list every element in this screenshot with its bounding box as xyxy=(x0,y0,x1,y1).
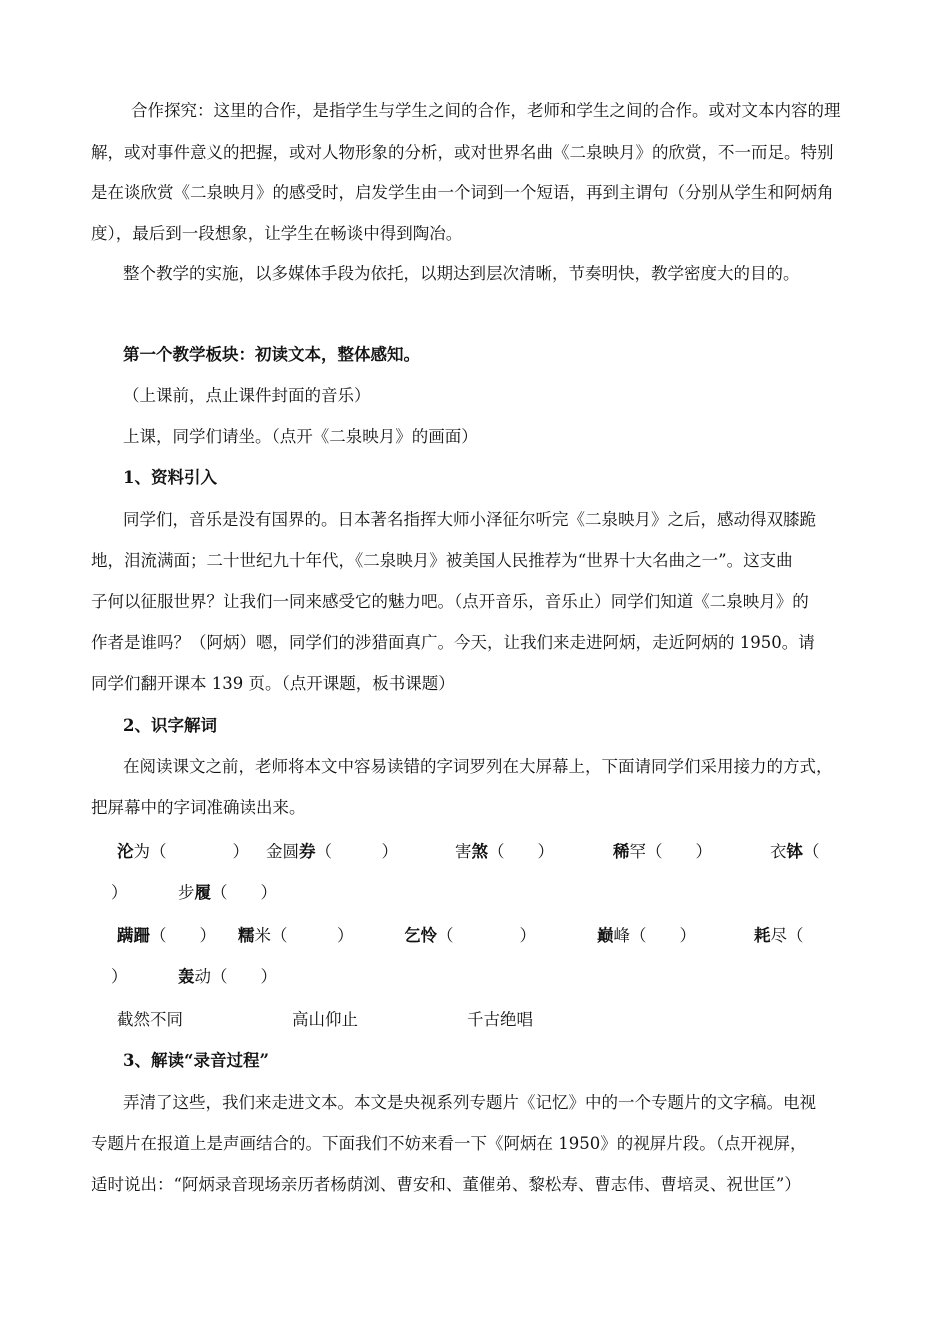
intro-line-1: 合作探究：这里的合作，是指学生与学生之间的合作，老师和学生之间的合作。或对文本内容的理 xyxy=(131,101,841,120)
part3-heading: 3、解读“录音过程” xyxy=(123,1051,269,1070)
vocab-item: ） xyxy=(111,883,128,902)
vocab-item: 糯米（ ） xyxy=(238,926,354,945)
section-heading: 第一个教学板块：初读文本，整体感知。 xyxy=(123,345,420,364)
vocab-item: 衣钵（ xyxy=(770,842,820,861)
vocab-item: 巅峰（ ） xyxy=(597,926,696,945)
part2-line-2: 把屏幕中的字词准确读出来。 xyxy=(91,798,306,817)
section-start: 上课，同学们请坐。（点开《二泉映月》的画面） xyxy=(123,427,478,446)
vocab-item: 乞怜（ ） xyxy=(404,926,536,945)
part3-line-1: 弄清了这些，我们来走进文本。本文是央视系列专题片《记忆》中的一个专题片的文字稿。电视 xyxy=(123,1093,816,1112)
idiom: 截然不同 xyxy=(117,1010,183,1029)
vocab-item: 害煞（ ） xyxy=(455,842,554,861)
part1-line-3: 子何以征服世界？让我们一同来感受它的魅力吧。（点开音乐，音乐止）同学们知道《二泉映月》的 xyxy=(91,592,809,611)
part1-heading: 1、资料引入 xyxy=(123,468,217,487)
part2-line-1: 在阅读课文之前，老师将本文中容易读错的字词罗列在大屏幕上，下面请同学们采用接力的方式， xyxy=(123,757,833,776)
intro-line-4: 度），最后到一段想象，让学生在畅谈中得到陶冶。 xyxy=(91,224,463,243)
intro-line-2: 解，或对事件意义的把握，或对人物形象的分析，或对世界名曲《二泉映月》的欣赏，不一而足。特别 xyxy=(91,143,834,162)
part2-heading: 2、识字解词 xyxy=(123,716,217,735)
intro-line-5: 整个教学的实施，以多媒体手段为依托，以期达到层次清晰，节奏明快，教学密度大的目的。 xyxy=(123,264,800,283)
part1-line-1: 同学们，音乐是没有国界的。日本著名指挥大师小泽征尔听完《二泉映月》之后，感动得双膝跪 xyxy=(123,510,816,529)
part1-line-4: 作者是谁吗？（阿炳）嗯，同学们的涉猎面真广。今天，让我们来走进阿炳，走近阿炳的 1950。请 xyxy=(91,633,815,652)
part1-line-2: 地，泪流满面；二十世纪九十年代，《二泉映月》被美国人民推荐为“世界十大名曲之一”。这支曲 xyxy=(91,551,793,570)
vocab-item: 耗尽（ xyxy=(754,926,804,945)
vocab-item: 沦为（ ） xyxy=(117,842,249,861)
part3-line-2: 专题片在报道上是声画结合的。下面我们不妨来看一下《阿炳在 1950》的视屏片段。（点开视屏， xyxy=(91,1134,807,1153)
intro-line-3: 是在谈欣赏《二泉映月》的感受时，启发学生由一个词到一个短语，再到主谓句（分别从学生和阿炳角 xyxy=(91,183,834,202)
vocab-item: 步履（ ） xyxy=(178,883,277,902)
part1-line-5: 同学们翻开课本 139 页。（点开课题，板书课题） xyxy=(91,674,455,693)
idiom: 千古绝唱 xyxy=(467,1010,533,1029)
vocab-item: 轰动（ ） xyxy=(178,967,277,986)
vocab-item: 稀罕（ ） xyxy=(613,842,712,861)
vocab-item: 蹒跚（ ） xyxy=(117,926,216,945)
vocab-item: 金圆券（ ） xyxy=(266,842,398,861)
part3-line-3: 适时说出：“阿炳录音现场亲历者杨荫浏、曹安和、董催弟、黎松寿、曹志伟、曹培灵、祝世匡”） xyxy=(91,1175,801,1194)
vocab-item: ） xyxy=(111,967,128,986)
idiom: 高山仰止 xyxy=(292,1010,358,1029)
section-note: （上课前，点止课件封面的音乐） xyxy=(123,386,371,405)
